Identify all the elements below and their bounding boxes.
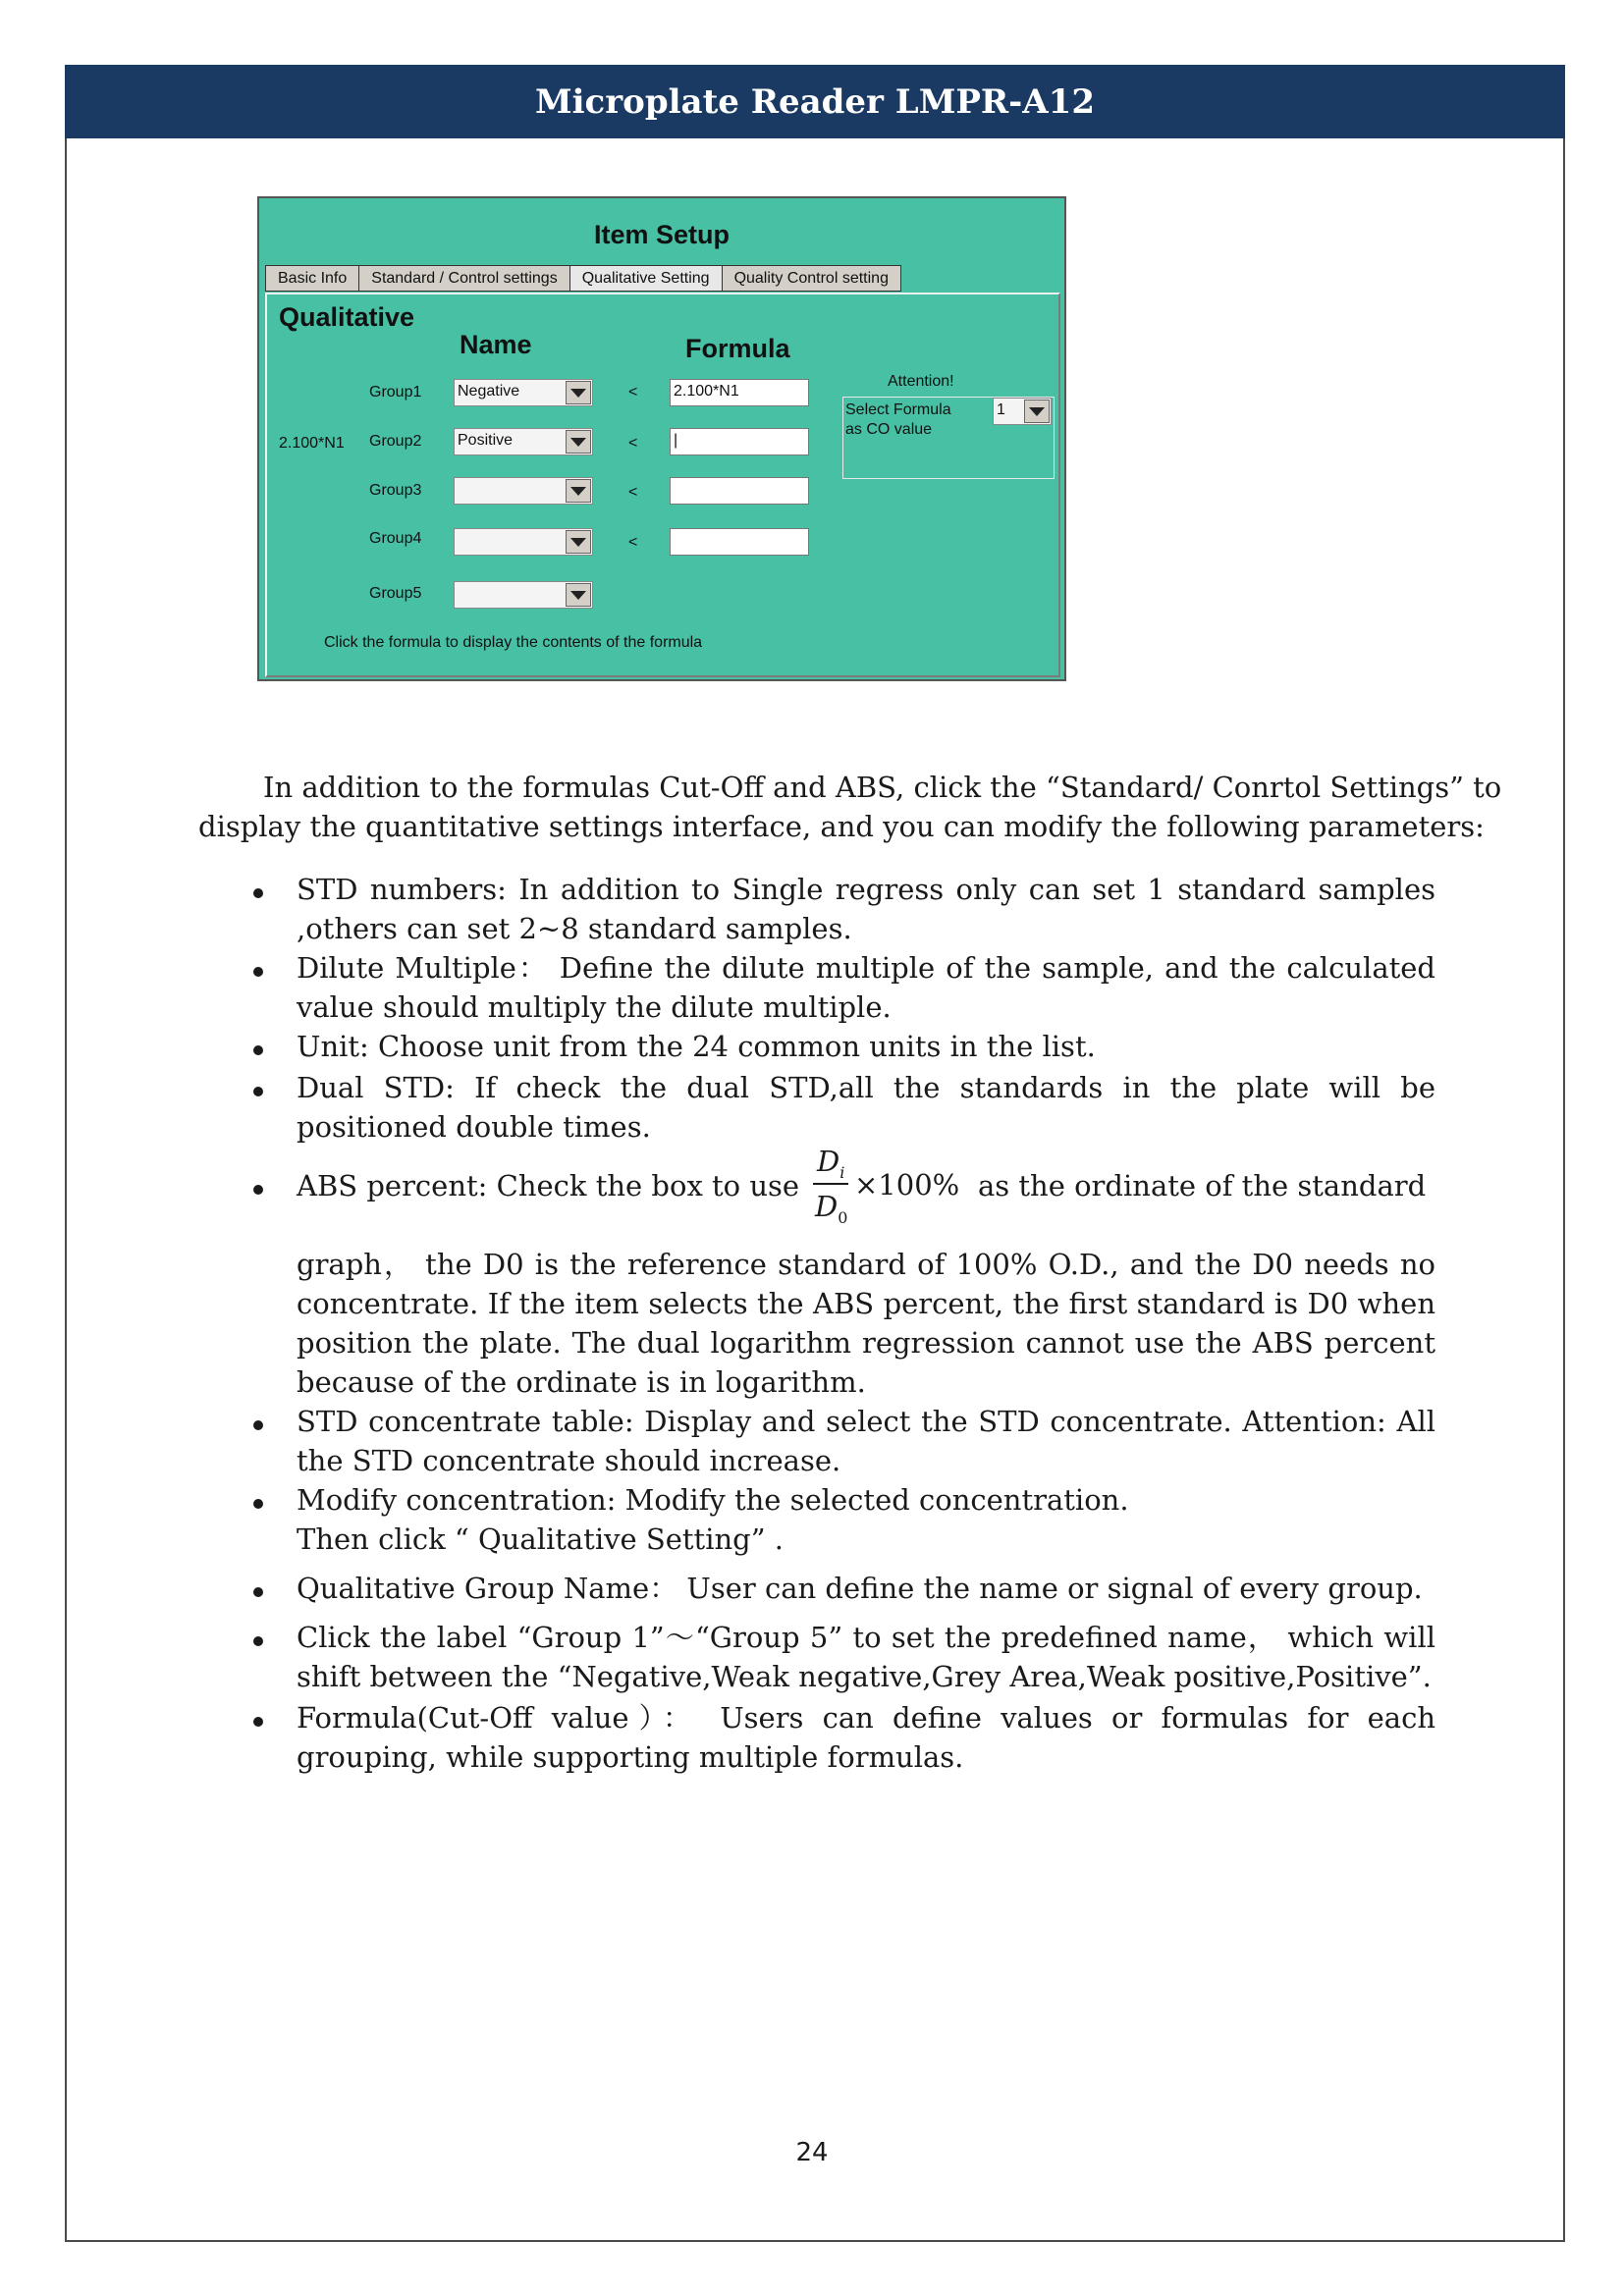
formula-field-4[interactable]: [670, 528, 809, 556]
bullet-unit: Unit: Choose unit from the 24 common units in the list.: [297, 1030, 1096, 1063]
intro-line-2: display the quantitative settings interface, and you can modify the following parameters:: [198, 810, 1485, 843]
bullet-dot: [253, 1587, 263, 1597]
abs-lead: ABS percent: Check the box to use: [297, 1169, 800, 1202]
fraction-numerator: $D_i$: [817, 1145, 845, 1182]
bullet-dual-std: Dual STD: If check the dual STD,all the standards in the plate will be positioned double times.: [297, 1071, 1435, 1144]
operator-3: <: [628, 484, 638, 501]
operator-4: <: [628, 534, 638, 551]
tab-bar: [265, 265, 900, 292]
co-value-display: 2.100*N1: [279, 435, 345, 452]
bullet-dot: [253, 1717, 263, 1727]
chevron-down-icon[interactable]: [566, 583, 591, 607]
group-label-3[interactable]: Group3: [369, 482, 422, 499]
tab-qualitative-setting[interactable]: Qualitative Setting: [569, 265, 723, 292]
attention-line-1: Select Formula: [845, 401, 951, 418]
tab-quality-control[interactable]: Quality Control setting: [722, 265, 901, 292]
bullet-dot: [253, 1420, 263, 1430]
bullet-dot: [253, 1185, 263, 1195]
hint-text: Click the formula to display the contents of the formula: [324, 634, 703, 651]
chevron-down-icon[interactable]: [566, 381, 591, 404]
co-formula-select[interactable]: [993, 398, 1052, 425]
group-name-select-1[interactable]: [454, 379, 593, 406]
co-formula-value: 1: [997, 401, 1005, 418]
qualitative-panel: [265, 293, 1060, 677]
page-number: 24: [795, 2138, 829, 2167]
group-name-select-3[interactable]: [454, 477, 593, 505]
tab-basic-info[interactable]: Basic Info: [265, 265, 359, 292]
chevron-down-icon[interactable]: [1024, 400, 1050, 423]
name-column-header: Name: [460, 330, 532, 359]
bullet-dot: [253, 888, 263, 898]
window-title: Item Setup: [593, 220, 731, 249]
attention-line-2: as CO value: [845, 421, 933, 438]
group-name-select-2[interactable]: [454, 428, 593, 455]
attention-title: Attention!: [888, 373, 954, 390]
group-label-4[interactable]: Group4: [369, 530, 422, 547]
formula-column-header: Formula: [685, 334, 790, 363]
then-click-line: Then click “ Qualitative Setting” .: [297, 1522, 784, 1556]
bullet-std-table: STD concentrate table: Display and select the STD concentrate. Attention: All the STD concentrate should increase.: [297, 1405, 1435, 1477]
bullet-group-name: Qualitative Group Name： User can define the name or signal of every group.: [297, 1572, 1423, 1605]
bullet-dot: [253, 1499, 263, 1509]
section-label: Qualitative: [279, 302, 415, 332]
group-name-select-5[interactable]: [454, 581, 593, 609]
bullet-dilute-multiple: Dilute Multiple： Define the dilute multiple of the sample, and the calculated value should multiply the dilute multiple.: [297, 951, 1435, 1024]
chevron-down-icon[interactable]: [566, 479, 591, 503]
bullet-click-label: Click the label “Group 1”～“Group 5” to set the predefined name， which will shift between the “Negative,Weak negative,Grey Area,Weak positive,Positive”.: [297, 1621, 1435, 1693]
group-name-value: Negative: [458, 383, 520, 400]
operator-1: <: [628, 384, 638, 400]
bullet-dot: [253, 1045, 263, 1055]
formula-field-2[interactable]: |: [670, 428, 809, 455]
header-title: Microplate Reader LMPR-A12: [535, 81, 1095, 122]
group-label-5[interactable]: Group5: [369, 585, 422, 602]
group-label-1[interactable]: Group1: [369, 384, 422, 400]
intro-line-1: In addition to the formulas Cut-Off and ABS, click the “Standard/ Conrtol Settings” to: [263, 771, 1502, 804]
fraction-bar: [813, 1183, 848, 1185]
bullet-dot: [253, 1636, 263, 1646]
abs-continuation: graph， the D0 is the reference standard of 100% O.D., and the D0 needs no concentrate. If the item selects the ABS percent, the first standard is D0 when position the plate. The dual logarithm regression cannot use the ABS percent because of the ordinate is in logarithm.: [297, 1248, 1435, 1399]
item-setup-window: [257, 196, 1066, 681]
tab-standard-control[interactable]: Standard / Control settings: [358, 265, 569, 292]
page-header: [65, 65, 1565, 138]
formula-field-3[interactable]: [670, 477, 809, 505]
bullet-dot: [253, 967, 263, 977]
group-name-value: Positive: [458, 432, 514, 449]
operator-2: <: [628, 435, 638, 452]
formula-field-1[interactable]: 2.100*N1: [670, 379, 809, 406]
attention-box: [842, 397, 1055, 479]
bullet-formula: Formula(Cut-Off value）： Users can define values or formulas for each grouping, while supporting multiple formulas.: [297, 1701, 1435, 1774]
chevron-down-icon[interactable]: [566, 530, 591, 554]
bullet-dot: [253, 1087, 263, 1096]
bullet-modify-concentration: Modify concentration: Modify the selected concentration.: [297, 1483, 1129, 1517]
group-label-2[interactable]: Group2: [369, 433, 422, 450]
chevron-down-icon[interactable]: [566, 430, 591, 454]
bullet-std-numbers: STD numbers: In addition to Single regress only can set 1 standard samples ,others can set 2~8 standard samples.: [297, 873, 1435, 945]
fraction-denominator: $D_0$: [815, 1190, 848, 1227]
fraction-multiplier: ×100%: [854, 1168, 960, 1201]
abs-tail: as the ordinate of the standard: [978, 1169, 1427, 1202]
group-name-select-4[interactable]: [454, 528, 593, 556]
